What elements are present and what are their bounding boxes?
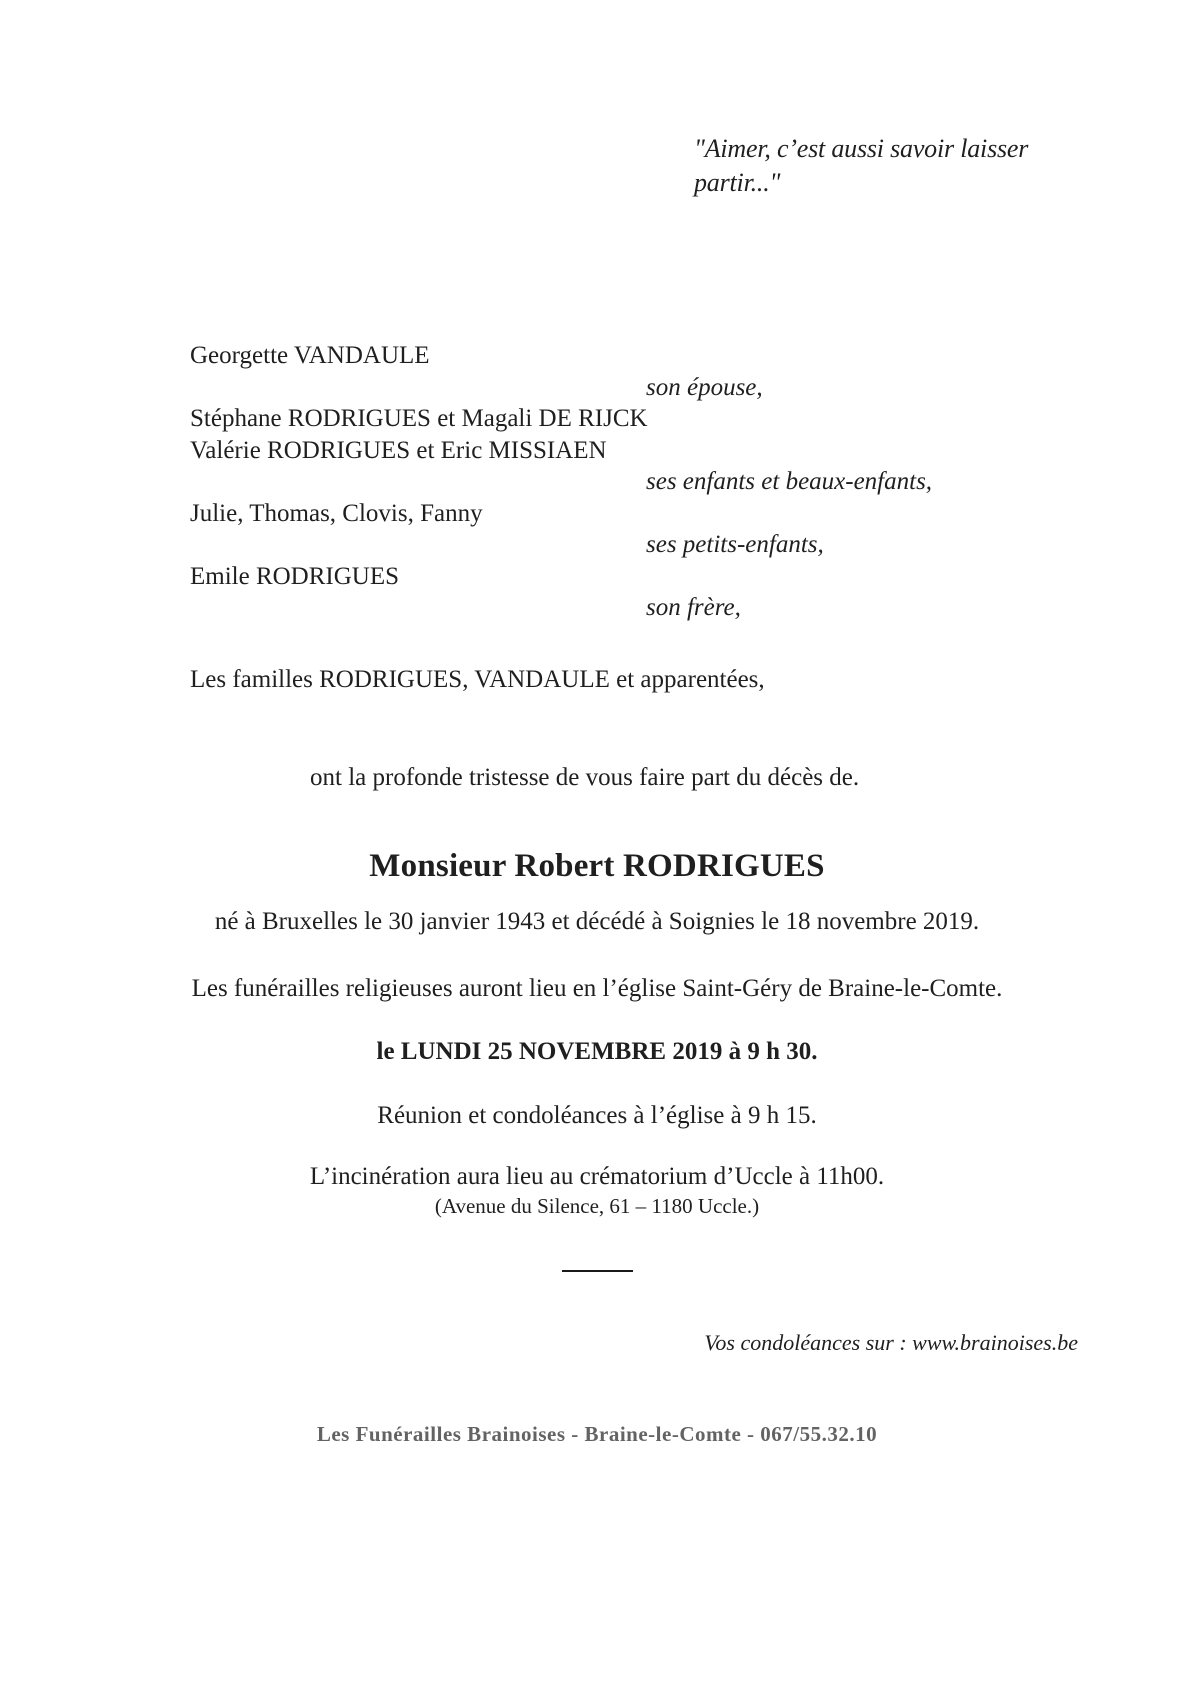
- deceased-name: Monsieur Robert RODRIGUES: [369, 848, 825, 884]
- cremation-line: L’incinération aura lieu au crématorium d’Uccle à 11h00.: [309, 1163, 885, 1190]
- family-member-line: Valérie RODRIGUES et Eric MISSIAEN: [190, 436, 607, 464]
- gathering-line: Réunion et condoléances à l’église à 9 h 15.: [377, 1102, 817, 1129]
- section-divider: [562, 1270, 633, 1272]
- memorial-quote-line-1: "Aimer, c’est aussi savoir laisser: [694, 134, 1029, 163]
- funeral-ceremony-line: Les funérailles religieuses auront lieu en l’église Saint-Géry de Braine-le-Comte.: [191, 975, 1003, 1002]
- relation-label: son épouse,: [646, 373, 763, 401]
- relation-label: son frère,: [646, 594, 741, 621]
- family-member-line: Stéphane RODRIGUES et Magali DE RIJCK: [190, 405, 648, 432]
- family-member-line: Georgette VANDAULE: [190, 342, 430, 369]
- family-member-line: Emile RODRIGUES: [190, 562, 400, 590]
- funeral-home-footer: Les Funérailles Brainoises - Braine-le-Comte - 067/55.32.10: [316, 1422, 878, 1446]
- condolences-website-line: Vos condoléances sur : www.brainoises.be: [704, 1330, 1078, 1355]
- announcement-intro: ont la profonde tristesse de vous faire part du décès de.: [310, 764, 860, 791]
- memorial-quote-line-2: partir...": [694, 168, 781, 197]
- memorial-quote: [694, 132, 1028, 200]
- birth-death-line: né à Bruxelles le 30 janvier 1943 et décédé à Soignies le 18 novembre 2019.: [214, 908, 980, 935]
- families-line: Les familles RODRIGUES, VANDAULE et apparentées,: [190, 666, 765, 693]
- relation-label: ses enfants et beaux-enfants,: [646, 468, 933, 495]
- relation-label: ses petits-enfants,: [646, 531, 824, 558]
- family-members-list: [190, 340, 1134, 624]
- funeral-date-line: le LUNDI 25 NOVEMBRE 2019 à 9 h 30.: [376, 1038, 818, 1065]
- crematorium-address: (Avenue du Silence, 61 – 1180 Uccle.): [434, 1194, 760, 1218]
- family-member-line: Julie, Thomas, Clovis, Fanny: [190, 499, 483, 527]
